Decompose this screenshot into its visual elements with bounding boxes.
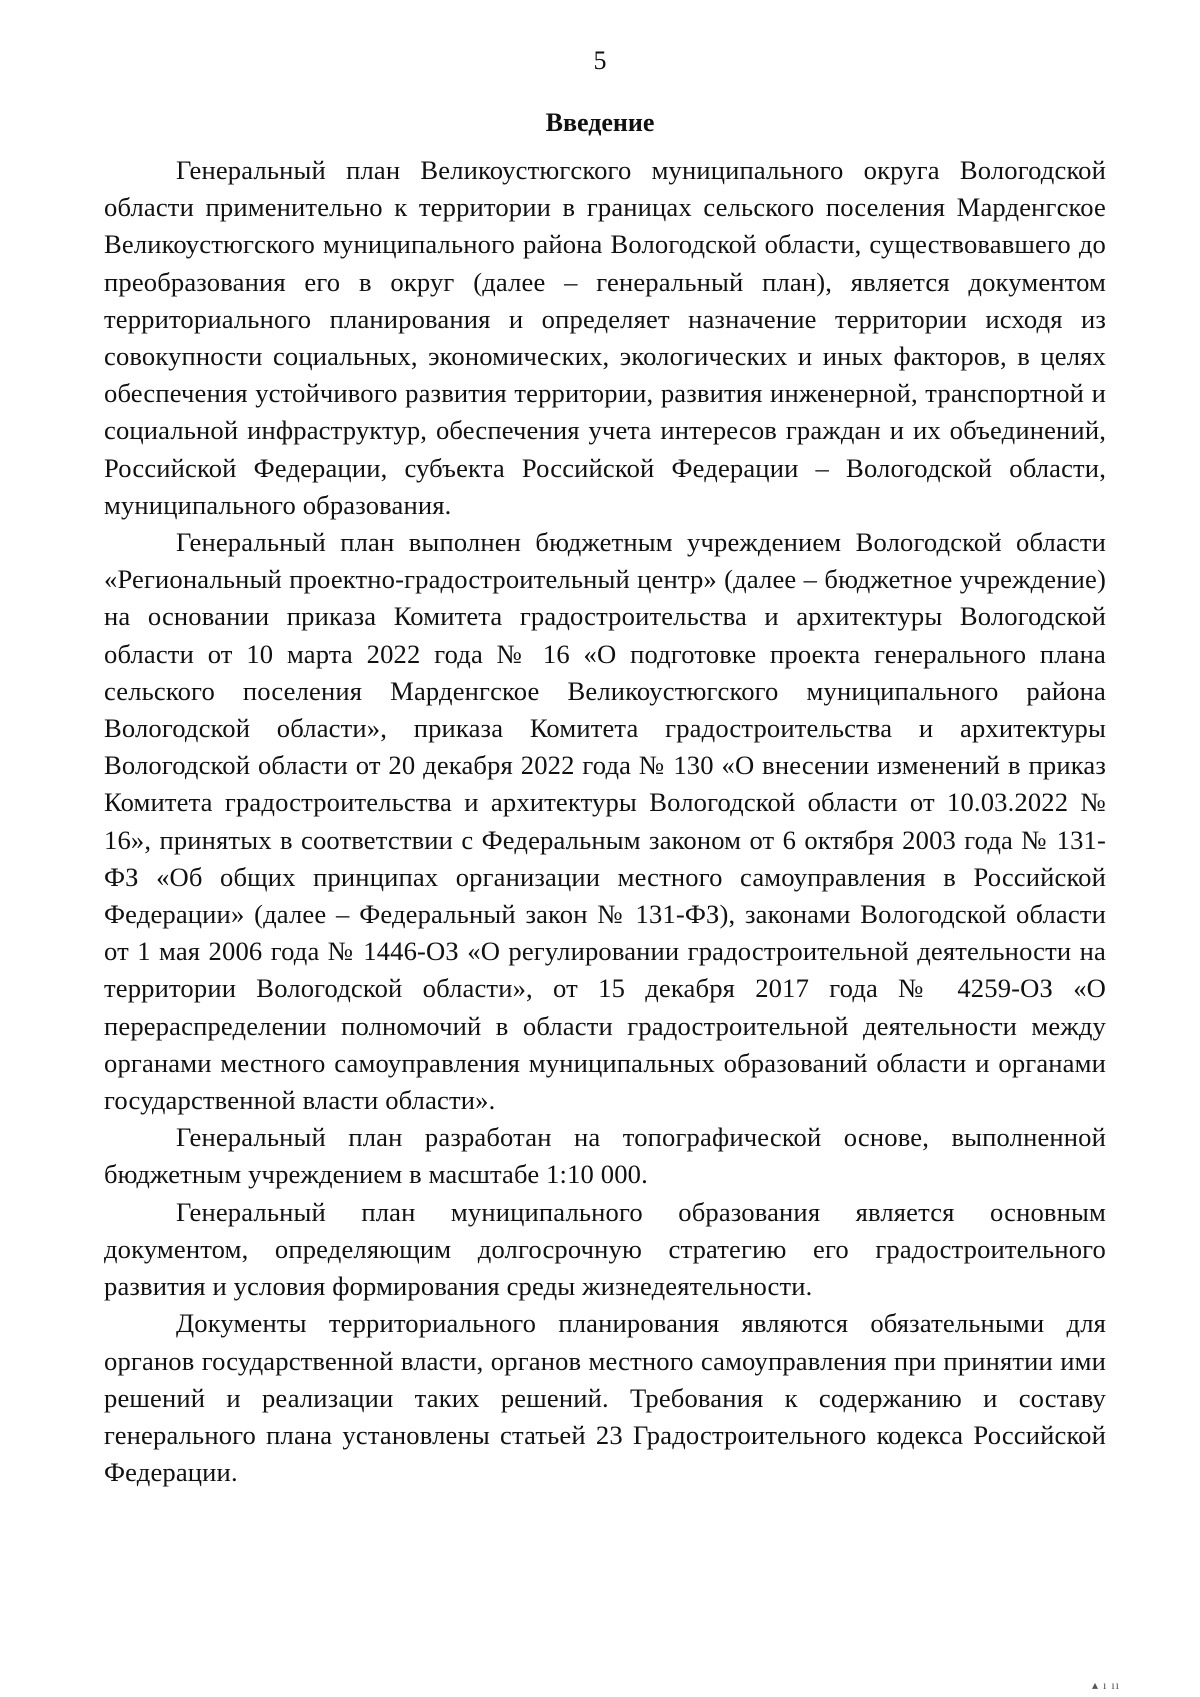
- paragraph-intro: Генеральный план Великоустюгского муниципального округа Вологодской области применительно к территории в границах сельского поселения Марденгское Великоустюгского муниципального района Вологодской области, существовавшего до преобразования его в округ (далее – генеральный план), является документом территориального планирования и определяет назначение территории исходя из совокупности социальных, экономических, экологических и иных факторов, в целях обеспечения устойчивого развития территории, развития инженерной, транспортной и социальной инфраструктур, обеспечения учета интересов граждан и их объединений, Российской Федерации, субъекта Российской Федерации – Вологодской области, муниципального образования.: [104, 155, 1106, 520]
- paragraph-basis: Генеральный план выполнен бюджетным учреждением Вологодской области «Региональный проектно-градостроительный центр» (далее – бюджетное учреждение) на основании приказа Комитета градостроительства и архитектуры Вологодской области от 10 марта 2022 года № 16 «О подготовке проекта генерального плана сельского поселения Марденгское Великоустюгского муниципального района Вологодской области», приказа Комитета градостроительства и архитектуры Вологодской области от 20 декабря 2022 года № 130 «О внесении изменений в приказ Комитета градостроительства и архитектуры Вологодской области от 10.03.2022 № 16», принятых в соответствии с Федеральным законом от 6 октября 2003 года № 131-ФЗ «Об общих принципах организации местного самоуправления в Российской Федерации» (далее – Федеральный закон № 131-ФЗ), законами Вологодской области от 1 мая 2006 года № 1446-ОЗ «О регулировании градостроительной деятельности на территории Вологодской области», от 15 декабря 2017 года № 4259-ОЗ «О перераспределении полномочий в области градостроительной деятельности между органами местного самоуправления муниципальных образований области и органами государственной власти области».: [104, 527, 1106, 1116]
- scan-edge-mark: ▴ ı ıı: [1091, 1678, 1120, 1692]
- paragraph-requirements: Документы территориального планирования являются обязательными для органов государственной власти, органов местного самоуправления при принятии ими решений и реализации таких решений. Требования к содержанию и составу генерального плана установлены статьей 23 Градостроительного кодекса Российской Федерации.: [104, 1308, 1106, 1488]
- section-heading: Введение: [545, 108, 655, 137]
- paragraph-strategy: Генеральный план муниципального образования является основным документом, определяющим долгосрочную стратегию его градостроительного развития и условия формирования среды жизнедеятельности.: [104, 1196, 1106, 1302]
- paragraph-topographic-base: Генеральный план разработан на топографической основе, выполненной бюджетным учреждением в масштабе 1:10 000.: [104, 1122, 1106, 1190]
- page-number: 5: [593, 46, 607, 75]
- document-body: [104, 152, 1106, 1491]
